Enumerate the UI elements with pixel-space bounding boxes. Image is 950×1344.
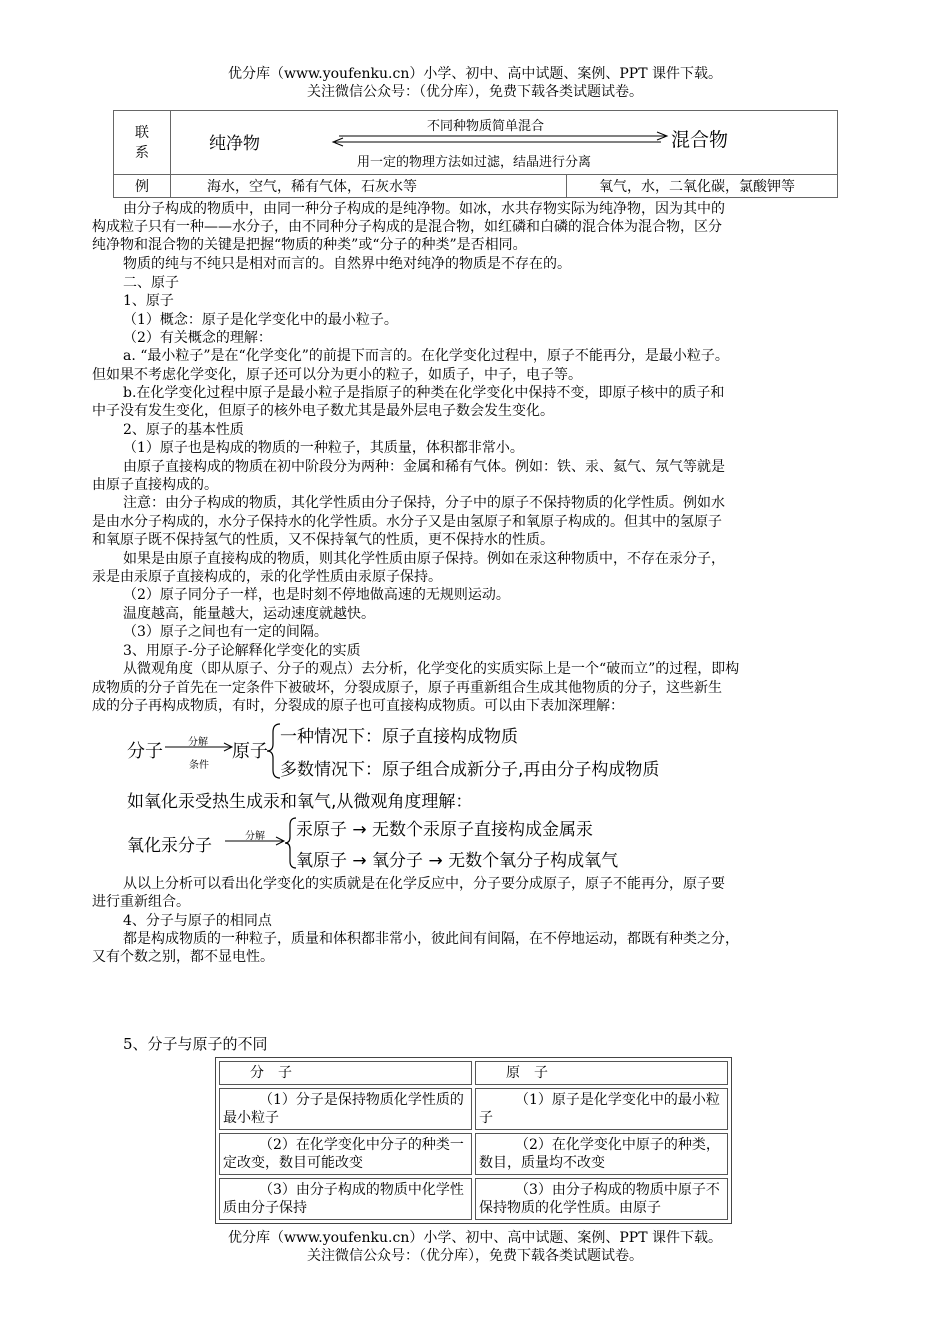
relation-label: 联 系 [114,111,171,175]
table-cell: （3）由分子构成的物质中原子不保持物质的化学性质。由原子 [475,1178,728,1220]
sub-2-item-1b-line-2: 由原子直接构成的。 [92,477,218,493]
sub-1-understanding: （2）有关概念的理解： [123,330,272,346]
sub-2-item-3: （3）原子之间也有一定的间隔。 [123,624,328,640]
mercury-line-1: 如果是由原子直接构成的物质，则其化学性质由原子保持。例如在汞这种物质中，不存在汞分子， [123,551,725,567]
diagram-atom: 原子 [232,741,268,762]
hgo-arrow-icon [225,836,287,846]
sub-1-concept: （1）概念：原子是化学变化中的最小粒子。 [123,312,398,328]
table-row [219,1178,728,1220]
table-cell: （2）在化学变化中分子的种类一定改变，数目可能改变 [219,1133,472,1175]
mixture-label: 混合物 [671,128,729,151]
header-line-1: 优分库（www.youfenku.cn）小学、初中、高中试题、案例、PPT 课件下载。 [227,66,722,82]
table-cell: （3）由分子构成的物质中化学性质由分子保持 [219,1178,472,1220]
diagram-example-title: 如氧化汞受热生成汞和氧气,从微观角度理解： [127,792,473,812]
diagram-molecule: 分子 [127,741,163,762]
sub-3-line-2: 成物质的分子首先在一定条件下被破坏，分裂成原子，原子再重新组合生成其他物质的分子，这些新生 [92,680,722,696]
two-way-arrow-icon [331,131,671,147]
point-a-line-2: 但如果不考虑化学变化，原子还可以分为更小的粒子，如质子，中子，电子等。 [92,367,582,383]
note-line-3: 和氧原子既不保持氢气的性质，又不保持氧气的性质，更不保持水的性质。 [92,532,554,548]
sub-1-heading: 1、原子 [123,293,174,309]
note-line-1: 注意：由分子构成的物质，其化学性质由分子保持，分子中的原子不保持物质的化学性质。例如水 [123,495,725,511]
para-2: 物质的纯与不纯只是相对而言的。自然界中绝对纯净的物质是不存在的。 [123,256,571,272]
example-label: 例 [114,175,171,198]
sub-3-heading: 3、用原子-分子论解释化学变化的实质 [123,643,361,659]
sub-4-line-2: 又有个数之别，都不显电性。 [92,949,274,965]
section-2-heading: 二、原子 [123,275,179,291]
decompose-arrow-icon [165,742,235,752]
table-row [219,1133,728,1175]
sub-2-item-1b-line-1: 由原子直接构成的物质在初中阶段分为两种：金属和稀有气体。例如：铁、汞、氦气、氖气等就是 [123,459,725,475]
point-b-line-1: b.在化学变化过程中原子是最小粒子是指原子的种类在化学变化中保持不变，即原子核中的质子和 [123,385,725,401]
example-pure: 海水，空气，稀有气体，石灰水等 [171,175,567,198]
sub-2-item-1: （1）原子也是构成的物质的一种粒子，其质量，体积都非常小。 [123,440,524,456]
relation-table [113,110,838,198]
diagram-hgo-arrow-label: 分解 [245,831,265,842]
note-line-2: 是由水分子构成的，水分子保持水的化学性质。水分子又是由氢原子和氧原子构成的。但其中的氢原子 [92,514,722,530]
point-a-line-1: a. “最小粒子”是在“化学变化”的前提下而言的。在化学变化过程中，原子不能再分，是最小粒子。 [123,348,729,364]
sub-3-line-3: 成的分子再构成物质，有时，分裂成的原子也可直接构成物质。可以由下表加深理解： [92,698,624,714]
table-header-atom: 原 子 [475,1061,728,1085]
table-header-molecule: 分 子 [219,1061,472,1085]
arrow-top-label: 不同种物质简单混合 [427,118,545,134]
mercury-line-2: 汞是由汞原子直接构成的，汞的化学性质由汞原子保持。 [92,569,442,585]
sub-2-item-2: （2）原子同分子一样，也是时刻不停地做高速的无规则运动。 [123,587,510,603]
para-1-line-2: 构成粒子只有一种——水分子，由不同种分子构成的是混合物，如红磷和白磷的混合体为混合物，区分 [92,219,722,235]
footer-line-1: 优分库（www.youfenku.cn）小学、初中、高中试题、案例、PPT 课件下载。 [227,1230,722,1246]
arrow-bottom-label: 用一定的物理方法如过滤，结晶进行分离 [357,154,592,170]
header-line-2: 关注微信公众号：（优分库），免费下载各类试题试卷。 [307,84,643,100]
sub-4-line-1: 都是构成物质的一种粒子，质量和体积都非常小，彼此间有间隔，在不停地运动，都既有种类之分， [123,931,739,947]
point-b-line-2: 中子没有发生变化，但原子的核外电子数尤其是最外层电子数会发生变化。 [92,403,554,419]
para-1-line-1: 由分子构成的物质中，由同一种分子构成的是纯净物。如冰，水共存物实际为纯净物，因为其中的 [123,201,725,217]
example-mixed: 氧气，水，二氧化碳，氯酸钾等 [567,175,838,198]
table-cell: （2）在化学变化中原子的种类，数目，质量均不改变 [475,1133,728,1175]
sub-3-line-1: 从微观角度（即从原子、分子的观点）去分析，化学变化的实质实际上是一个“破而立”的过程，即构 [123,661,740,677]
sub-5-heading: 5、分子与原子的不同 [123,1035,268,1053]
conclusion-line-1: 从以上分析可以看出化学变化的实质就是在化学反应中，分子要分成原子，原子不能再分，原子要 [123,876,725,892]
diagram-hgo: 氧化汞分子 [127,836,212,856]
sub-4-heading: 4、分子与原子的相同点 [123,913,272,929]
pure-substance-label: 纯净物 [209,133,260,154]
para-1-line-3: 纯净物和混合物的关键是把握“物质的种类”或“分子的种类”是否相同。 [92,237,527,253]
diagram-hg-line: 汞原子 → 无数个汞原子直接构成金属汞 [296,820,594,840]
diagram-case-1: 一种情况下：原子直接构成物质 [280,727,518,747]
diagram-case-2: 多数情况下：原子组合成新分子,再由分子构成物质 [280,760,660,780]
sub-2-item-2b: 温度越高，能量越大，运动速度就越快。 [123,606,375,622]
diagram-o-line: 氧原子 → 氧分子 → 无数个氧分子构成氧气 [296,851,619,871]
sub-2-heading: 2、原子的基本性质 [123,422,244,438]
diagram-arrow-bottom: 条件 [189,760,209,771]
relation-diagram-cell [171,111,838,175]
table-cell: （1）原子是化学变化中的最小粒子 [475,1088,728,1130]
footer-line-2: 关注微信公众号：（优分库），免费下载各类试题试卷。 [307,1248,643,1264]
conclusion-line-2: 进行重新组合。 [92,894,190,910]
diagram-arrow-top: 分解 [188,737,208,748]
table-row [219,1088,728,1130]
table-cell: （1）分子是保持物质化学性质的最小粒子 [219,1088,472,1130]
molecule-atom-table [215,1057,732,1224]
